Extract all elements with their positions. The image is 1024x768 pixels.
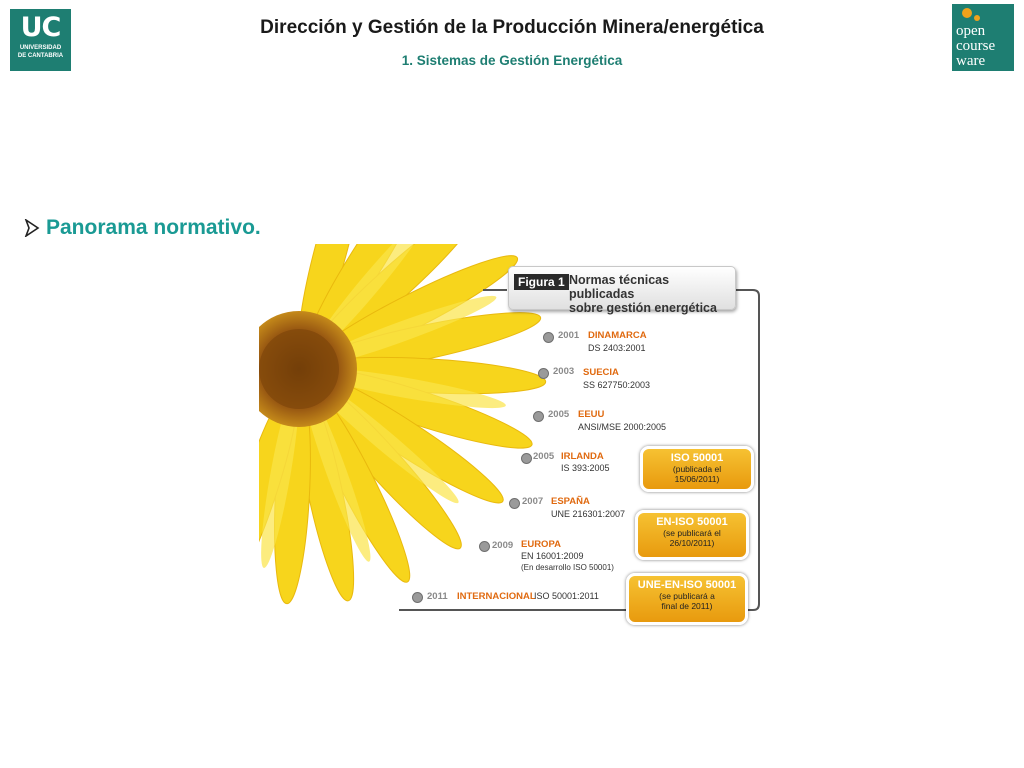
timeline-year: 2003: [553, 366, 575, 377]
timeline-country: INTERNACIONAL: [457, 591, 536, 602]
timeline-dot-icon: [533, 411, 544, 422]
iso-badge-desc: 26/10/2011): [669, 538, 715, 548]
iso-badge-desc: final de 2011): [661, 601, 713, 611]
section-heading: [24, 216, 261, 240]
timeline-standard: IS 393:2005: [561, 463, 610, 473]
iso-badge: [640, 446, 754, 492]
iso-badge: [635, 510, 749, 560]
timeline-dot-icon: [521, 453, 532, 464]
iso-badge-name: ISO 50001: [670, 452, 724, 464]
iso-badge-name: EN-ISO 50001: [656, 516, 728, 528]
timeline-year: 2005: [548, 409, 570, 420]
timeline-standard: ISO 50001:2011: [534, 591, 599, 601]
timeline-country: IRLANDA: [561, 451, 604, 462]
section-heading-text: Panorama normativo.: [46, 216, 261, 239]
opencourseware-logo: [952, 4, 1014, 71]
timeline-standard: ANSI/MSE 2000:2005: [578, 422, 667, 432]
ocw-dot-icon: [974, 15, 980, 21]
timeline-standard: SS 627750:2003: [583, 380, 651, 390]
timeline-year: 2005: [533, 451, 555, 462]
iso-badge-desc: (se publicará el: [663, 528, 721, 538]
uc-logo-mark: UC: [20, 12, 61, 43]
timeline-dot-icon: [543, 332, 554, 343]
timeline-note: (En desarrollo ISO 50001): [521, 563, 614, 572]
figure-title: [569, 273, 735, 315]
iso-badge-name: UNE-EN-ISO 50001: [637, 579, 737, 591]
iso-badge: [626, 573, 748, 625]
timeline-standard: DS 2403:2001: [588, 343, 646, 353]
uc-logo-line2: DE CANTABRIA: [17, 53, 64, 59]
uc-logo-line1: UNIVERSIDAD: [19, 45, 62, 51]
timeline-standard: EN 16001:2009: [521, 551, 584, 561]
timeline-country: ESPAÑA: [551, 496, 590, 507]
standards-timeline-figure: [259, 244, 769, 632]
timeline-dot-icon: [509, 498, 520, 509]
timeline-standard: UNE 216301:2007: [551, 509, 626, 519]
timeline-country: EEUU: [578, 409, 605, 420]
figure-title-line1: Normas técnicas publicadas: [569, 273, 670, 301]
figure-label: Figura 1: [514, 274, 569, 290]
timeline-dot-icon: [538, 368, 549, 379]
timeline-dot-icon: [412, 592, 423, 603]
arrow-bullet-icon: [24, 219, 40, 237]
page-title: Dirección y Gestión de la Producción Minera/energética: [260, 17, 764, 38]
timeline-year: 2007: [522, 496, 544, 507]
figure-title-box: [508, 266, 736, 315]
ocw-dot-icon: [962, 8, 972, 18]
iso-badge-desc: (publicada el: [672, 464, 722, 474]
iso-badge-desc: 15/06/2011): [674, 474, 720, 484]
ocw-logo-line1: open: [956, 23, 986, 39]
timeline-country: DINAMARCA: [588, 330, 647, 341]
timeline-country: EUROPA: [521, 539, 561, 550]
ocw-logo-line3: ware: [956, 53, 986, 69]
timeline-dot-icon: [479, 541, 490, 552]
timeline-year: 2011: [427, 591, 448, 602]
figure-title-line2: sobre gestión energética: [569, 301, 717, 315]
timeline-country: SUECIA: [583, 367, 619, 378]
ocw-logo-line2: course: [956, 38, 996, 54]
timeline-year: 2001: [558, 330, 580, 341]
timeline-year: 2009: [492, 540, 514, 551]
iso-badge-desc: (se publicará a: [659, 591, 715, 601]
page-subtitle: 1. Sistemas de Gestión Energética: [401, 53, 623, 68]
